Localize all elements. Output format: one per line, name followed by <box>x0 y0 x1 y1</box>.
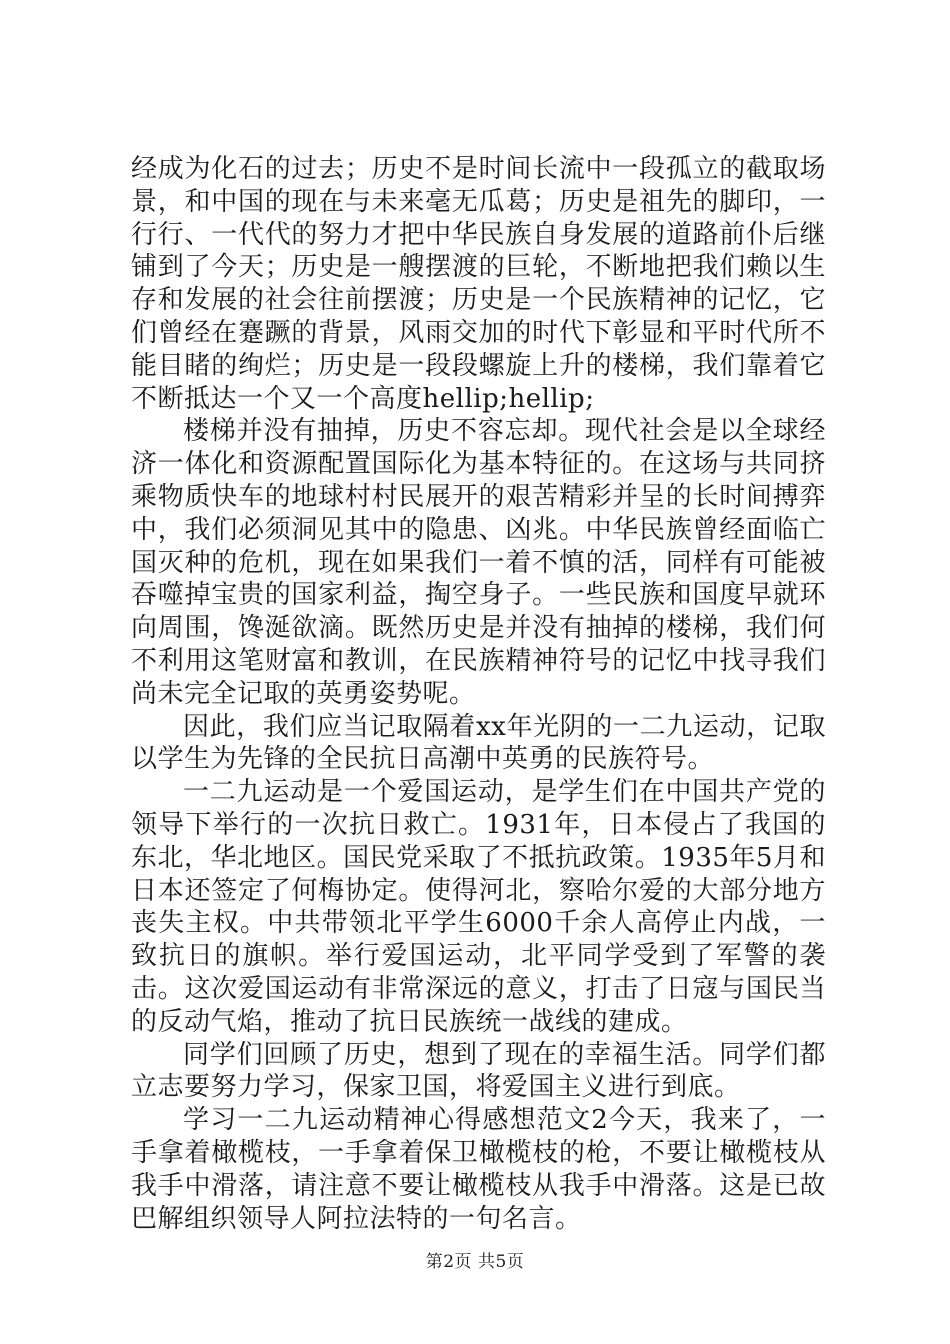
paragraph-2: 楼梯并没有抽掉，历史不容忘却。现代社会是以全球经济一体化和资源配置国际化为基本特征的。在这场与共同挤乘物质快车的地球村村民展开的艰苦精彩并呈的长时间搏弈中，我们必须洞见其中的隐患、凶兆。中华民族曾经面临亡国灭种的危机，现在如果我们一着不慎的活，同样有可能被吞噬掉宝贵的国家利益，掏空身子。一些民族和国度早就环向周围，馋涎欲滴。既然历史是并没有抽掉的楼梯，我们何不利用这笔财富和教训，在民族精神符号的记忆中找寻我们尚未完全记取的英勇姿势呢。 <box>131 416 826 709</box>
paragraph-5: 同学们回顾了历史，想到了现在的幸福生活。同学们都立志要努力学习，保家卫国，将爱国主义进行到底。 <box>131 1039 826 1103</box>
document-body <box>131 153 826 1235</box>
paragraph-6: 学习一二九运动精神心得感想范文2今天，我来了，一手拿着橄榄枝，一手拿着保卫橄榄枝的枪，不要让橄榄枝从我手中滑落，请注意不要让橄榄枝从我手中滑落。这是已故巴解组织领导人阿拉法特的一句名言。 <box>131 1105 826 1234</box>
paragraph-4: 一二九运动是一个爱国运动，是学生们在中国共产党的领导下举行的一次抗日救亡。1931年，日本侵占了我国的东北，华北地区。国民党采取了不抵抗政策。1935年5月和日本还签定了何梅协定。使得河北，察哈尔爱的大部分地方丧失主权。中共带领北平学生6000千余人高停止内战，一致抗日的旗帜。举行爱国运动，北平同学受到了军警的袭击。这次爱国运动有非常深远的意义，打击了日寇与国民当的反动气焰，推动了抗日民族统一战线的建成。 <box>131 777 826 1037</box>
paragraph-3: 因此，我们应当记取隔着xx年光阴的一二九运动，记取以学生为先锋的全民抗日高潮中英勇的民族符号。 <box>131 711 826 775</box>
paragraph-1: 经成为化石的过去；历史不是时间长流中一段孤立的截取场景，和中国的现在与未来毫无瓜葛；历史是祖先的脚印，一行行、一代代的努力才把中华民族自身发展的道路前仆后继铺到了今天；历史是一艘摆渡的巨轮，不断地把我们赖以生存和发展的社会往前摆渡；历史是一个民族精神的记忆，它们曾经在蹇蹶的背景，风雨交加的时代下彰显和平时代所不能目睹的绚烂；历史是一段段螺旋上升的楼梯，我们靠着它不断抵达一个又一个高度hellip;hellip; <box>131 154 826 414</box>
page-footer: 第2页 共5页 <box>425 1252 525 1272</box>
